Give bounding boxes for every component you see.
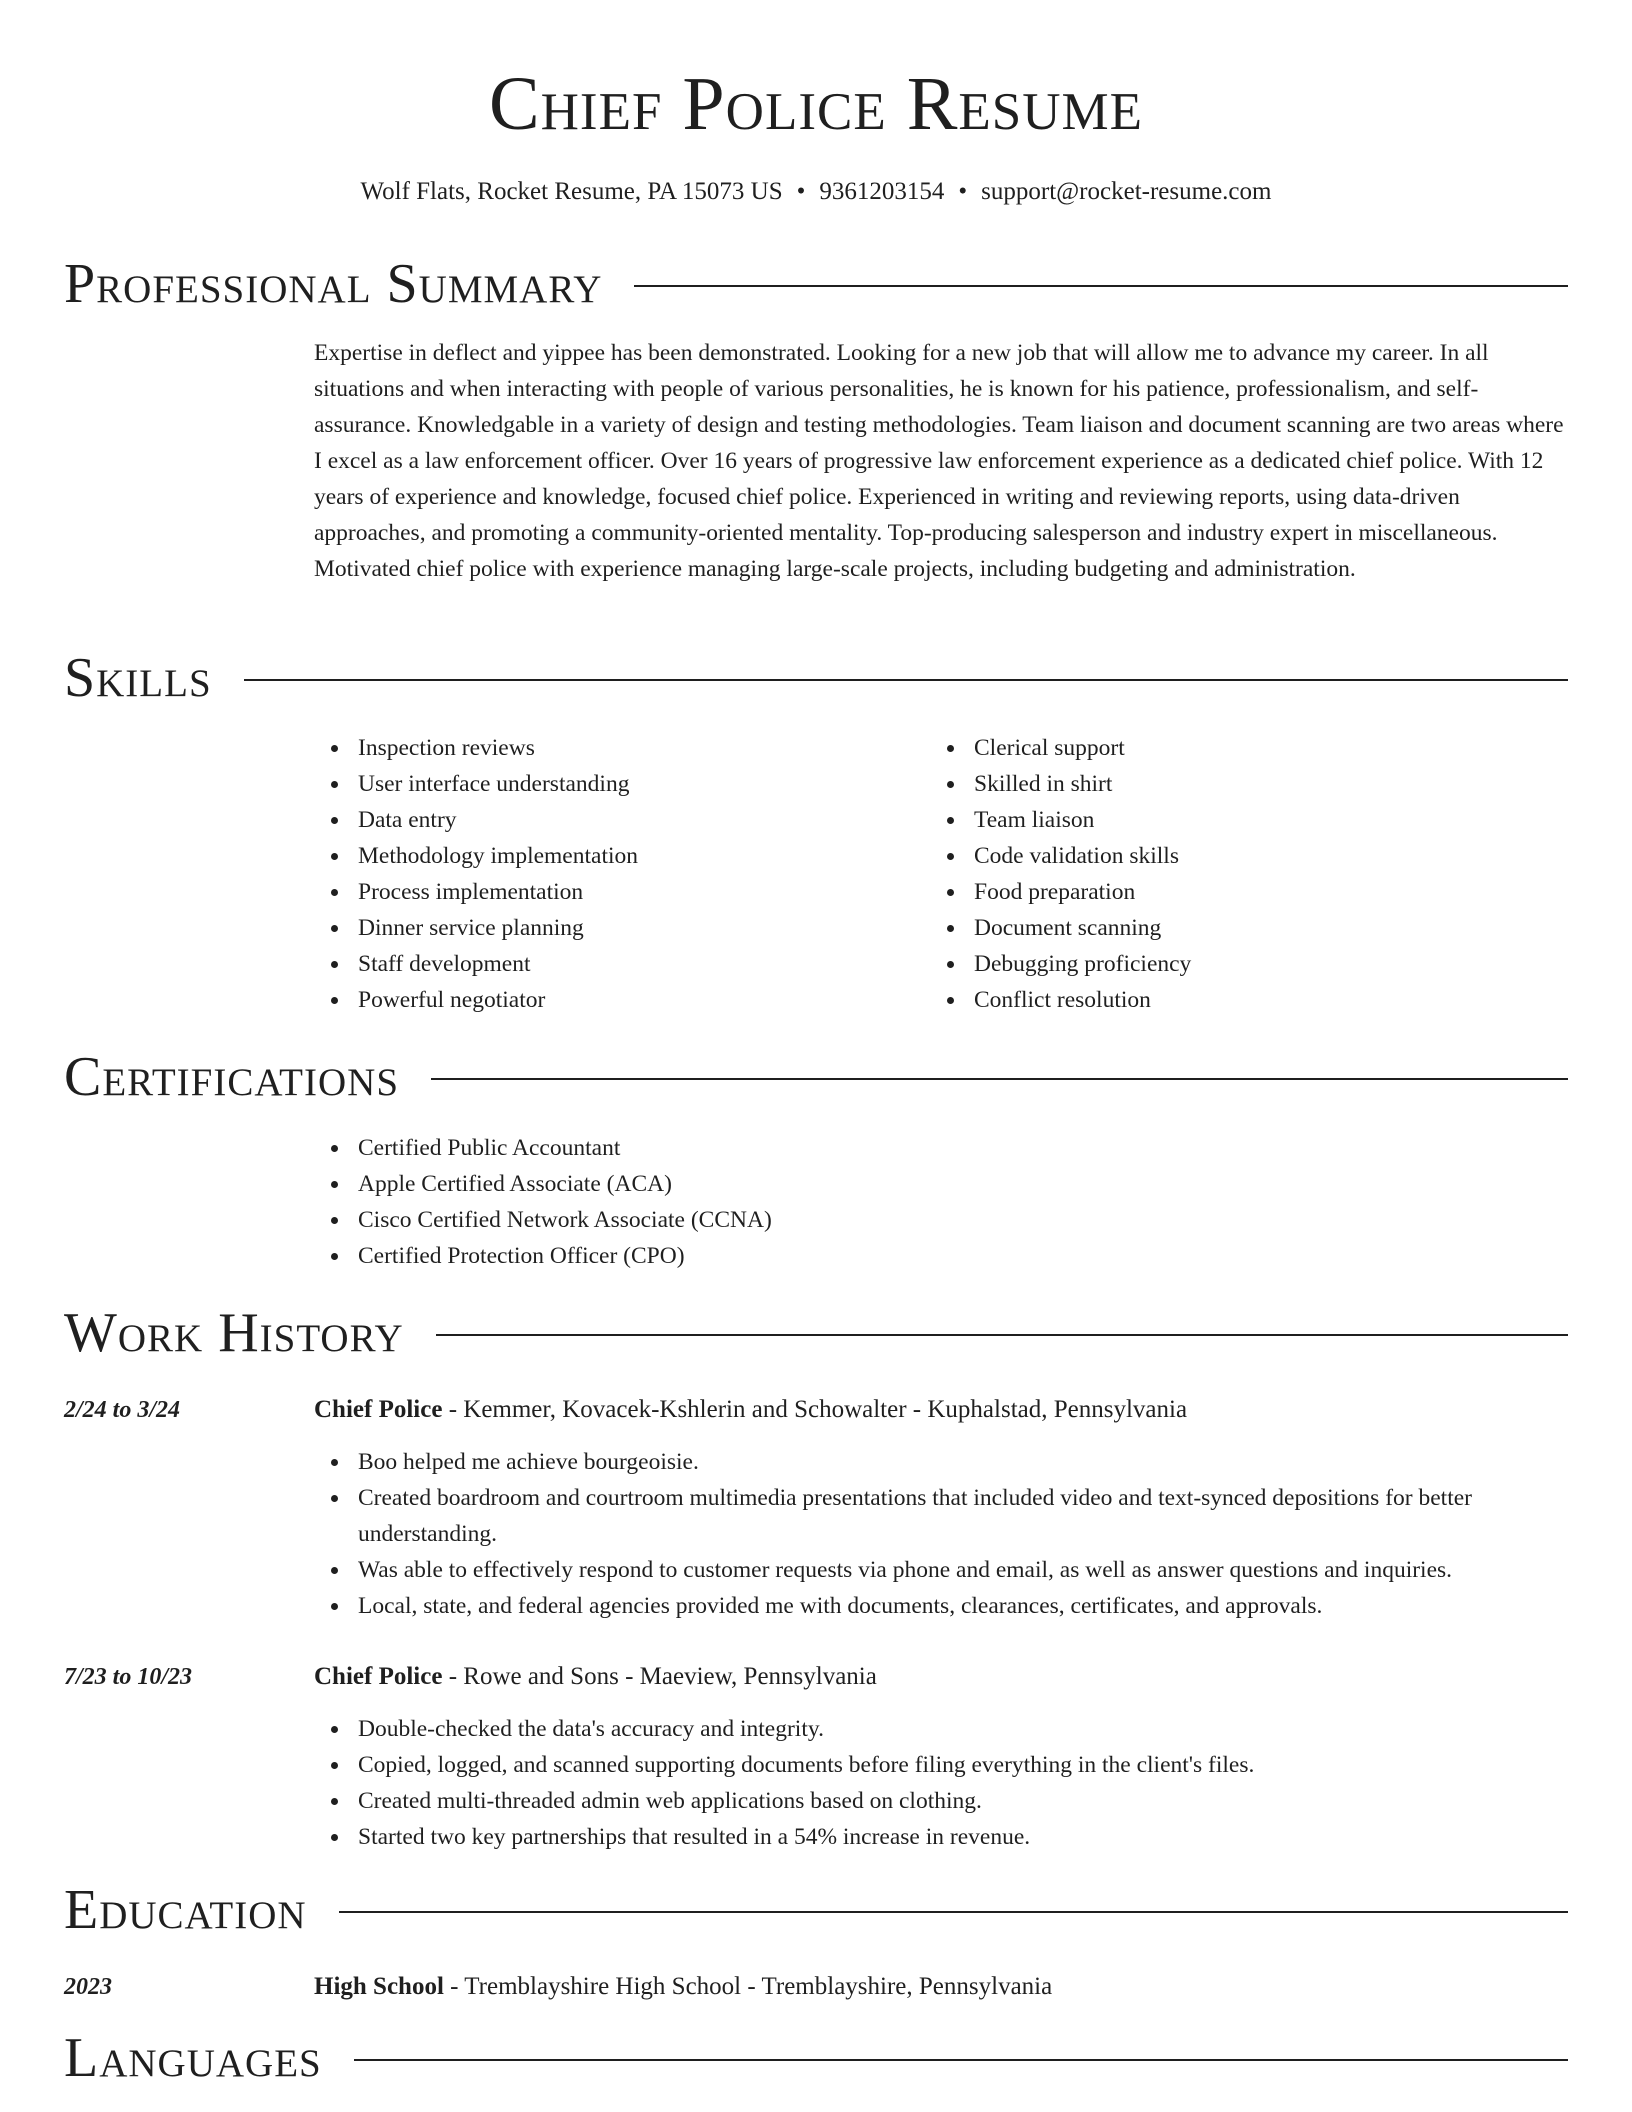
job-bullets <box>314 1711 1568 1855</box>
contact-separator: • <box>796 178 806 205</box>
skill-item: Methodology implementation <box>314 838 926 874</box>
skills-column-left <box>314 730 926 1018</box>
job-title: Chief Police <box>314 1663 443 1690</box>
education-school: - Tremblayshire High School - Tremblayshire, Pennsylvania <box>443 1973 1053 2000</box>
skill-item: Team liaison <box>930 802 1550 838</box>
skill-item: Document scanning <box>930 910 1550 946</box>
job-dates: 2/24 to 3/24 <box>64 1397 181 1423</box>
section-title-work-history: Work History <box>64 1302 404 1364</box>
section-title-summary: Professional Summary <box>64 253 603 315</box>
skills-column-right <box>930 730 1550 1018</box>
section-title-certifications: Certifications <box>64 1046 400 1108</box>
skill-item: User interface understanding <box>314 766 926 802</box>
job-bullet: Created multi-threaded admin web applications based on clothing. <box>314 1783 1568 1819</box>
section-title-languages: Languages <box>64 2027 322 2089</box>
skill-item: Debugging proficiency <box>930 946 1550 982</box>
job-bullet: Started two key partnerships that resulted in a 54% increase in revenue. <box>314 1819 1568 1855</box>
job-dates: 7/23 to 10/23 <box>64 1664 193 1690</box>
section-header-certifications <box>64 1045 1568 1109</box>
job-heading <box>314 1392 1568 1428</box>
job-bullet: Boo helped me achieve bourgeoisie. <box>314 1444 1568 1480</box>
summary-text: Expertise in deflect and yippee has been demonstrated. Looking for a new job that will allow me to advance my career. In all situations and when interacting with people of various personalities, he is known for his patience, professionalism, and self-assurance. Knowledgable in a variety of design and testing methodologies. Team liaison and document scanning are two areas where I excel as a law enforcement officer. Over 16 years of progressive law enforcement experience as a dedicated chief police. With 12 years of experience and knowledge, focused chief police. Experienced in writing and reviewing reports, using data-driven approaches, and promoting a community-oriented mentality. Top-producing salesperson and industry expert in miscellaneous. Motivated chief police with experience managing large-scale projects, including budgeting and administration. <box>314 340 1564 582</box>
certification-item: Apple Certified Associate (ACA) <box>314 1166 1568 1202</box>
skill-item: Staff development <box>314 946 926 982</box>
job-bullet: Copied, logged, and scanned supporting documents before filing everything in the client's files. <box>314 1747 1568 1783</box>
job-bullet: Local, state, and federal agencies provided me with documents, clearances, certificates, and approvals. <box>314 1588 1568 1624</box>
certification-item: Certified Protection Officer (CPO) <box>314 1238 1568 1274</box>
section-divider <box>339 1911 1568 1913</box>
skill-item: Dinner service planning <box>314 910 926 946</box>
contact-line <box>64 176 1568 208</box>
skill-item: Clerical support <box>930 730 1550 766</box>
section-divider <box>354 2059 1568 2061</box>
skill-item: Conflict resolution <box>930 982 1550 1018</box>
section-header-languages <box>64 2026 1568 2090</box>
job-bullet: Double-checked the data's accuracy and integrity. <box>314 1711 1568 1747</box>
section-header-skills <box>64 646 1568 710</box>
skill-item: Inspection reviews <box>314 730 926 766</box>
job-bullet: Created boardroom and courtroom multimedia presentations that included video and text-synced depositions for better understanding. <box>314 1480 1568 1552</box>
job-bullet: Was able to effectively respond to customer requests via phone and email, as well as answer questions and inquiries. <box>314 1552 1568 1588</box>
skill-item: Code validation skills <box>930 838 1550 874</box>
skill-item: Data entry <box>314 802 926 838</box>
education-year: 2023 <box>64 1974 112 2000</box>
section-divider <box>634 285 1568 287</box>
certification-item: Certified Public Accountant <box>314 1130 1568 1166</box>
section-divider <box>431 1078 1568 1080</box>
section-divider <box>436 1334 1568 1336</box>
contact-address: Wolf Flats, Rocket Resume, PA 15073 US <box>360 178 783 205</box>
section-title-skills: Skills <box>64 647 212 709</box>
skill-item: Food preparation <box>930 874 1550 910</box>
section-header-summary <box>64 252 1568 316</box>
education-degree: High School <box>314 1973 444 2000</box>
section-divider <box>244 679 1568 681</box>
job-title: Chief Police <box>314 1396 443 1423</box>
skill-item: Powerful negotiator <box>314 982 926 1018</box>
contact-separator: • <box>958 178 968 205</box>
skill-item: Process implementation <box>314 874 926 910</box>
certifications-list <box>314 1130 1568 1274</box>
section-header-work-history <box>64 1301 1568 1365</box>
job-employer: - Rowe and Sons - Maeview, Pennsylvania <box>442 1663 877 1690</box>
education-line <box>314 1969 1568 2005</box>
section-title-education: Education <box>64 1879 307 1941</box>
certification-item: Cisco Certified Network Associate (CCNA) <box>314 1202 1568 1238</box>
contact-email: support@rocket-resume.com <box>981 178 1272 205</box>
job-employer: - Kemmer, Kovacek-Kshlerin and Schowalter - Kuphalstad, Pennsylvania <box>442 1396 1188 1423</box>
contact-phone: 9361203154 <box>819 178 945 205</box>
job-heading <box>314 1659 1568 1695</box>
skill-item: Skilled in shirt <box>930 766 1550 802</box>
resume-title: Chief Police Resume <box>488 62 1144 146</box>
job-bullets <box>314 1444 1568 1624</box>
section-header-education <box>64 1878 1568 1942</box>
